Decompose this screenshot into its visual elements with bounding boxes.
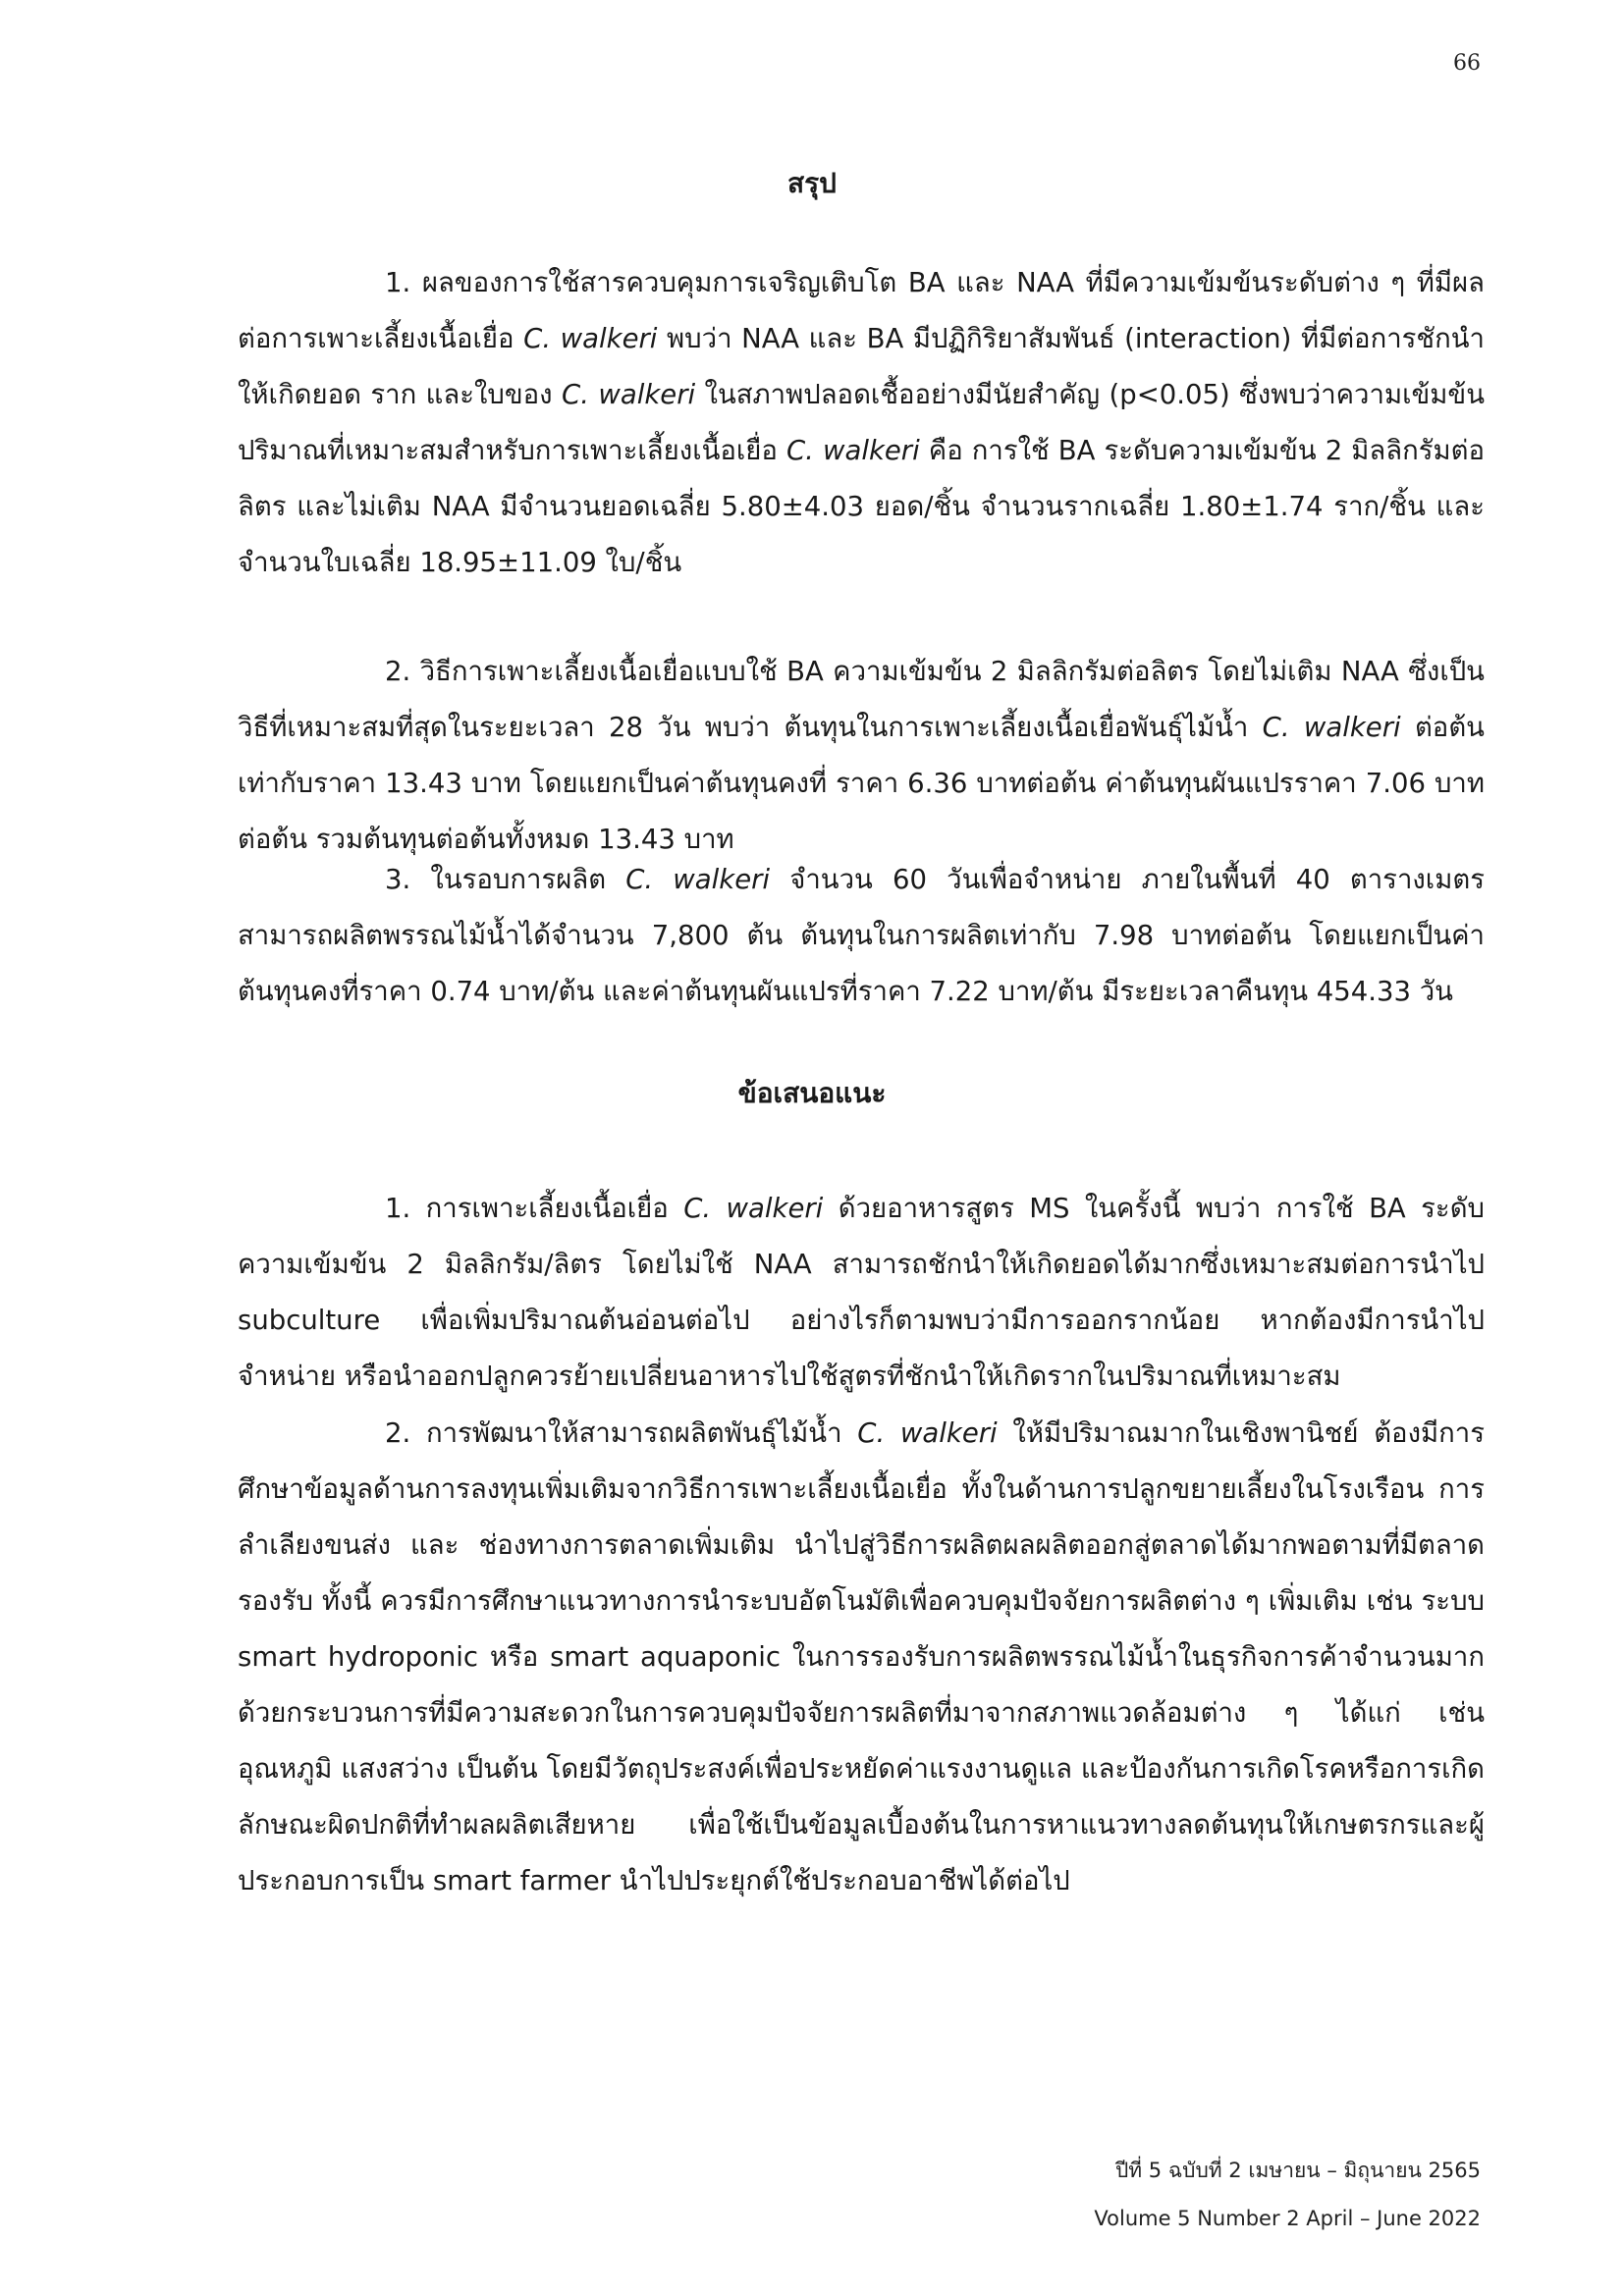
recommendation-heading: ข้อเสนอแนะ	[737, 1077, 887, 1109]
text-segment: พบว่า NAA และ BA มีปฏิกิริยาสัมพันธ์ (interaction) ที่มีต่อการชักนำให้เกิดยอด ราก และใบของ	[238, 323, 1485, 410]
species-name: C. walkeri	[785, 435, 920, 466]
text-segment: ต่อต้นเท่ากับราคา 13.43 บาท โดยแยกเป็นค่าต้นทุนคงที่ ราคา 6.36 บาทต่อต้น ค่าต้นทุนผันแปรราคา 7.06 บาทต่อต้น รวมต้นทุนต่อต้นทั้งหมด 13.43 บาท	[238, 712, 1485, 855]
text-segment: คือ การใช้ BA ระดับความเข้มข้น 2 มิลลิกรัมต่อลิตร และไม่เติม NAA มีจำนวนยอดเฉลี่ย 5.80±4.03 ยอด/ชิ้น จำนวนรากเฉลี่ย 1.80±1.74 ราก/ชิ้น และจำนวนใบเฉลี่ย 18.95±11.09 ใบ/ชิ้น	[238, 435, 1485, 578]
species-name: C. walkeri	[857, 1417, 998, 1449]
text-segment: 1. การเพาะเลี้ยงเนื้อเยื่อ	[385, 1193, 684, 1224]
text-segment: จำนวน 60 วันเพื่อจำหน่าย ภายในพื้นที่ 40 ตารางเมตร สามารถผลิตพรรณไม้น้ำได้จำนวน 7,800 ต้น ต้นทุนในการผลิตเท่ากับ 7.98 บาทต่อต้น โดยแยกเป็นค่าต้นทุนคงที่ราคา 0.74 บาท/ต้น และค่าต้นทุนผันแปรที่ราคา 7.22 บาท/ต้น มีระยะเวลาคืนทุน 454.33 วัน	[238, 864, 1485, 1007]
conclusion-paragraph-2	[238, 644, 1485, 868]
conclusion-paragraph-1	[238, 255, 1485, 591]
text-segment: ให้มีปริมาณมากในเชิงพานิชย์ ต้องมีการศึกษาข้อมูลด้านการลงทุนเพิ่มเติมจากวิธีการเพาะเลี้ยงเนื้อเยื่อ ทั้งในด้านการปลูกขยายเลี้ยงในโรงเรือน การลำเลียงขนส่ง และ ช่องทางการตลาดเพิ่มเติม นำไปสู่วิธีการผลิตผลผลิตออกสู่ตลาดได้มากพอตามที่มีตลาดรองรับ ทั้งนี้ ควรมีการศึกษาแนวทางการนำระบบอัตโนมัติเพื่อควบคุมปัจจัยการผลิตต่าง ๆ เพิ่มเติม เช่น ระบบ smart hydroponic หรือ smart aquaponic ในการรองรับการผลิตพรรณไม้น้ำในธุรกิจการค้าจำนวนมาก ด้วยกระบวนการที่มีความสะดวกในการควบคุมปัจจัยการผลิตที่มาจากสภาพแวดล้อมต่าง ๆ ได้แก่ เช่น อุณหภูมิ แสงสว่าง เป็นต้น โดยมีวัตถุประสงค์เพื่อประหยัดค่าแรงงานดูแล และป้องกันการเกิดโรคหรือการเกิดลักษณะผิดปกติที่ทำผลผลิตเสียหาย เพื่อใช้เป็นข้อมูลเบื้องต้นในการหาแนวทางลดต้นทุนให้เกษตรกรและผู้ประกอบการเป็น smart farmer นำไปประยุกต์ใช้ประกอบอาชีพได้ต่อไป	[238, 1417, 1485, 1896]
text-segment: 3. ในรอบการผลิต	[385, 864, 626, 895]
text-segment: 1. ผลของการใช้สารควบคุมการเจริญเติบโต BA และ NAA ที่มีความเข้มข้นระดับต่าง ๆ ที่มีผลต่อการเพาะเลี้ยงเนื้อเยื่อ	[238, 267, 1485, 354]
species-name: C. walkeri	[683, 1193, 824, 1224]
recommendation-paragraph-2	[238, 1406, 1485, 1909]
footer-english-issue: Volume 5 Number 2 April – June 2022	[1094, 2207, 1481, 2230]
footer-thai-issue: ปีที่ 5 ฉบับที่ 2 เมษายน – มิถุนายน 2565	[1114, 2159, 1481, 2182]
text-segment: 2. การพัฒนาให้สามารถผลิตพันธุ์ไม้น้ำ	[385, 1417, 858, 1449]
text-segment: ด้วยอาหารสูตร MS ในครั้งนี้ พบว่า การใช้ BA ระดับความเข้มข้น 2 มิลลิกรัม/ลิตร โดยไม่ใช้ NAA สามารถชักนำให้เกิดยอดได้มากซึ่งเหมาะสมต่อการนำไป subculture เพื่อเพิ่มปริมาณต้นอ่อนต่อไป อย่างไรก็ตามพบว่ามีการออกรากน้อย หากต้องมีการนำไปจำหน่าย หรือนำออกปลูกควรย้ายเปลี่ยนอาหารไปใช้สูตรที่ชักนำให้เกิดรากในปริมาณที่เหมาะสม	[238, 1193, 1486, 1392]
species-name: C. walkeri	[523, 323, 658, 354]
species-name: C. walkeri	[1262, 712, 1401, 743]
recommendation-paragraph-1	[238, 1181, 1485, 1405]
species-name: C. walkeri	[562, 379, 696, 410]
page-number: 66	[1453, 51, 1481, 76]
text-segment: 2. วิธีการเพาะเลี้ยงเนื้อเยื่อแบบใช้ BA ความเข้มข้น 2 มิลลิกรัมต่อลิตร โดยไม่เติม NAA ซึ่งเป็นวิธีที่เหมาะสมที่สุดในระยะเวลา 28 วัน พบว่า ต้นทุนในการเพาะเลี้ยงเนื้อเยื่อพันธุ์ไม้น้ำ	[238, 656, 1485, 743]
conclusion-paragraph-3	[238, 852, 1485, 1020]
text-segment: ในสภาพปลอดเชื้ออย่างมีนัยสำคัญ (p<0.05) ซึ่งพบว่าความเข้มข้นปริมาณที่เหมาะสมสำหรับการเพาะเลี้ยงเนื้อเยื่อ	[238, 379, 1485, 466]
species-name: C. walkeri	[625, 864, 771, 895]
conclusion-heading: สรุป	[787, 167, 837, 199]
